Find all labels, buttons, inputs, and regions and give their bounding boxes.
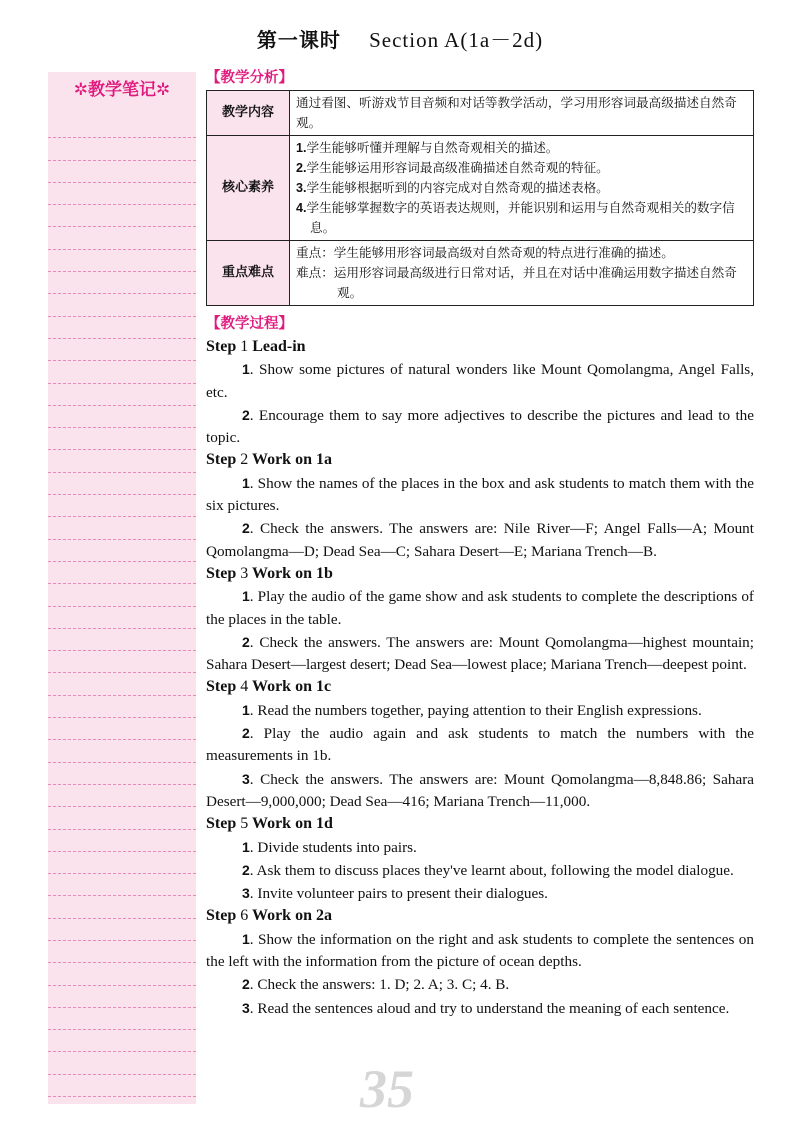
step-paragraph — [206, 699, 754, 722]
list-item — [296, 198, 747, 238]
step-heading — [206, 813, 754, 835]
paragraph-text: . Show the information on the right and ask students to complete the sentences on the left with the information from the picture of ocean depths. — [206, 930, 754, 971]
note-line — [48, 651, 196, 673]
table-row — [207, 241, 754, 306]
analysis-heading: 【教学分析】 — [206, 70, 293, 86]
step-heading — [206, 905, 754, 927]
paragraph-text: . Divide students into pairs. — [249, 838, 417, 856]
note-line — [48, 1008, 196, 1030]
teaching-notes-label: ✲教学笔记✲ — [73, 80, 171, 100]
paragraph-text: . Play the audio of the game show and ask students to complete the descriptions of the places in the table. — [206, 588, 754, 628]
list-item — [296, 158, 747, 178]
row-content — [290, 241, 754, 306]
step-paragraph — [206, 722, 754, 768]
step-heading — [206, 676, 754, 698]
item-text: 学生能够运用形容词最高级准确描述自然奇观的特征。 — [306, 160, 609, 175]
step-heading — [206, 449, 754, 471]
paragraph-text: . Check the answers. The answers are: Mount Qomolangma—8,848.86; Sahara Desert—9,000,000; Dead Sea—416; Mariana Trench—11,000. — [206, 770, 754, 810]
paragraph-number: 1 — [242, 930, 250, 947]
step-word: Step — [206, 338, 237, 355]
main-content — [206, 66, 754, 1020]
step-paragraph — [206, 472, 754, 518]
step-paragraph — [206, 585, 754, 631]
note-line — [48, 317, 196, 339]
paragraph-number: 3 — [242, 770, 250, 787]
paragraph-number: 1 — [242, 361, 250, 378]
note-line — [48, 428, 196, 450]
note-line — [48, 718, 196, 740]
step-name: Work on 1a — [251, 451, 332, 469]
step-name: Work on 2a — [251, 907, 332, 925]
item-number: 4. — [296, 201, 307, 215]
step-word: Step — [206, 678, 237, 696]
paragraph-text: . Invite volunteer pairs to present their dialogues. — [249, 885, 548, 903]
step-paragraph — [206, 882, 754, 905]
note-line — [48, 406, 196, 428]
list-item — [296, 178, 747, 198]
lesson-title-en: Section A(1a－2d) — [369, 28, 544, 52]
paragraph-text: . Read the numbers together, paying attention to their English expressions. — [249, 701, 702, 719]
paragraph-number: 3 — [242, 885, 250, 902]
step-paragraph — [206, 928, 754, 974]
row-label: 重点难点 — [207, 241, 290, 306]
note-line — [48, 384, 196, 406]
item-text: 学生能够听懂并理解与自然奇观相关的描述。 — [306, 140, 559, 155]
step-name: Work on 1b — [251, 564, 333, 582]
item-number: 3. — [296, 181, 307, 195]
paragraph-number: 2 — [242, 406, 250, 423]
row-content: 通过看图、听游戏节目音频和对话等教学活动，学习用形容词最高级描述自然奇观。 — [290, 91, 754, 136]
note-line — [48, 562, 196, 584]
note-line — [48, 116, 196, 138]
page-title — [0, 24, 800, 54]
note-line — [48, 830, 196, 852]
paragraph-number: 1 — [242, 838, 250, 855]
note-line — [48, 740, 196, 762]
note-line — [48, 1052, 196, 1074]
table-row — [207, 136, 754, 241]
step-word: Step — [206, 451, 237, 469]
note-line — [48, 161, 196, 183]
lesson-title-cn: 第一课时 — [256, 28, 341, 52]
step-name: Work on 1c — [251, 678, 332, 696]
paragraph-number: 2 — [242, 861, 250, 878]
item-text: 学生能够根据听到的内容完成对自然奇观的描述表格。 — [306, 180, 609, 195]
paragraph-text: . Check the answers. The answers are: Mount Qomolangma—highest mountain; Sahara Desert—largest desert; Dead Sea—lowest place; Mariana Trench—deepest point. — [206, 633, 754, 674]
note-line — [48, 294, 196, 316]
item-number: 2. — [296, 161, 307, 175]
note-line — [48, 450, 196, 472]
note-line — [48, 1030, 196, 1052]
paragraph-text: . Check the answers: 1. D; 2. A; 3. C; 4. B. — [249, 976, 510, 994]
note-line — [48, 584, 196, 606]
teaching-notes-column — [48, 72, 196, 1104]
step-heading — [206, 563, 754, 585]
step-word: Step — [206, 907, 237, 925]
difficult-point: 难点：运用形容词最高级进行日常对话，并且在对话中准确运用数字描述自然奇观。 — [296, 265, 737, 300]
step-paragraph — [206, 973, 754, 996]
item-text: 学生能够掌握数字的英语表达规则，并能识别和运用与自然奇观相关的数字信息。 — [306, 200, 735, 235]
step-paragraph — [206, 859, 754, 882]
step-number: 3 — [240, 564, 249, 582]
note-line — [48, 963, 196, 985]
step-number: 2 — [240, 451, 249, 469]
note-line — [48, 986, 196, 1008]
row-label: 核心素养 — [207, 136, 290, 241]
paragraph-text: . Show some pictures of natural wonders like Mount Qomolangma, Angel Falls, etc. — [206, 361, 754, 401]
note-line — [48, 607, 196, 629]
paragraph-text: . Encourage them to say more adjectives to describe the pictures and lead to the topic. — [206, 406, 754, 447]
step-heading — [206, 336, 754, 358]
step-name: Work on 1d — [251, 815, 333, 833]
teaching-process — [206, 312, 754, 1020]
step-paragraph — [206, 631, 754, 677]
paragraph-text: . Check the answers. The answers are: Nile River—F; Angel Falls—A; Mount Qomolangma—D; Dead Sea—C; Sahara Desert—E; Mariana Trench—B. — [206, 520, 754, 560]
note-line — [48, 673, 196, 695]
note-line — [48, 540, 196, 562]
note-line — [48, 807, 196, 829]
analysis-table — [206, 90, 754, 306]
note-lines — [48, 116, 196, 1097]
note-line — [48, 205, 196, 227]
row-content — [290, 136, 754, 241]
step-name: Lead-in — [252, 338, 306, 355]
table-row — [207, 91, 754, 136]
step-paragraph — [206, 358, 754, 404]
note-line — [48, 1075, 196, 1097]
paragraph-number: 2 — [242, 976, 250, 993]
paragraph-text: . Show the names of the places in the box and ask students to match them with the six pictures. — [206, 474, 754, 515]
paragraph-number: 1 — [242, 701, 250, 718]
step-word: Step — [206, 815, 237, 833]
note-line — [48, 183, 196, 205]
paragraph-text: . Read the sentences aloud and try to understand the meaning of each sentence. — [249, 999, 730, 1017]
paragraph-number: 2 — [242, 633, 250, 650]
steps-list — [206, 336, 754, 1020]
note-line — [48, 272, 196, 294]
step-paragraph — [206, 836, 754, 859]
step-number: 5 — [240, 815, 249, 833]
paragraph-text: . Play the audio again and ask students to match the numbers with the measurements in 1b. — [206, 725, 754, 765]
paragraph-number: 2 — [242, 725, 250, 742]
note-line — [48, 138, 196, 160]
note-line — [48, 874, 196, 896]
step-word: Step — [206, 564, 237, 582]
note-line — [48, 919, 196, 941]
row-label: 教学内容 — [207, 91, 290, 136]
note-line — [48, 339, 196, 361]
step-paragraph — [206, 404, 754, 450]
note-line — [48, 473, 196, 495]
step-paragraph — [206, 997, 754, 1020]
step-paragraph — [206, 768, 754, 814]
step-number: 4 — [240, 678, 249, 696]
note-line — [48, 763, 196, 785]
paragraph-number: 1 — [242, 588, 250, 605]
step-number: 1 — [240, 338, 249, 355]
note-line — [48, 250, 196, 272]
note-line — [48, 941, 196, 963]
step-number: 6 — [240, 907, 249, 925]
note-line — [48, 361, 196, 383]
process-heading: 【教学过程】 — [206, 316, 293, 332]
item-number: 1. — [296, 141, 307, 155]
note-line — [48, 852, 196, 874]
note-line — [48, 785, 196, 807]
paragraph-number: 1 — [242, 474, 250, 491]
note-line — [48, 517, 196, 539]
note-line — [48, 896, 196, 918]
note-line — [48, 495, 196, 517]
page-number: 35 — [360, 1059, 414, 1119]
note-line — [48, 227, 196, 249]
note-line — [48, 696, 196, 718]
paragraph-text: . Ask them to discuss places they've learnt about, following the model dialogue. — [249, 861, 734, 879]
paragraph-number: 2 — [242, 520, 250, 537]
list-item — [296, 138, 747, 158]
paragraph-number: 3 — [242, 999, 250, 1016]
key-point: 重点：学生能够用形容词最高级对自然奇观的特点进行准确的描述。 — [296, 245, 674, 260]
note-line — [48, 629, 196, 651]
step-paragraph — [206, 517, 754, 563]
